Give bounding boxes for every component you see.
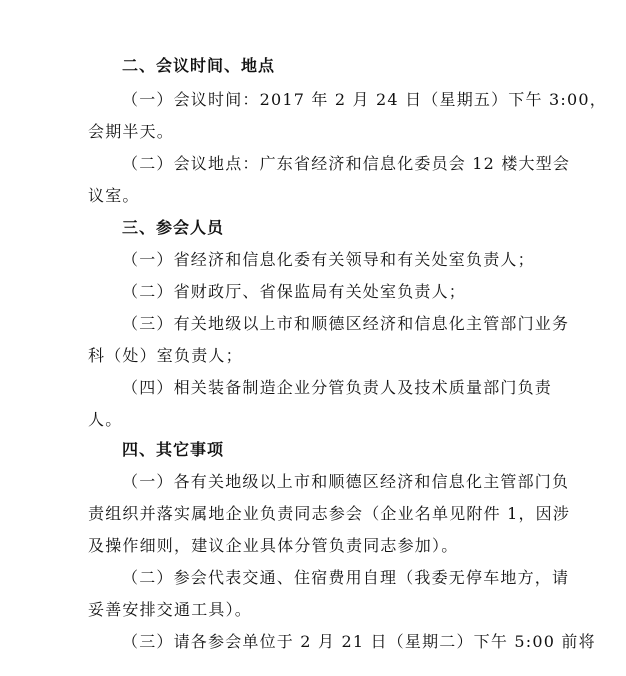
- paragraph-other-item3-line1: （三）请各参会单位于 2 月 21 日（星期二）下午 5:00 前将: [122, 632, 596, 651]
- paragraph-other-item2-line1: （二）参会代表交通、住宿费用自理（我委无停车地方，请: [122, 568, 570, 587]
- section-heading-other-matters: 四、其它事项: [122, 440, 225, 459]
- section-heading-time-place: 二、会议时间、地点: [122, 56, 276, 75]
- paragraph-other-item1-line2: 责组织并落实属地企业负责同志参会（企业名单见附件 1，因涉: [88, 504, 571, 523]
- section-heading-attendees: 三、参会人员: [122, 218, 225, 237]
- paragraph-other-item1-line1: （一）各有关地级以上市和顺德区经济和信息化主管部门负: [122, 472, 570, 491]
- paragraph-other-item1-line3: 及操作细则，建议企业具体分管负责同志参加）。: [88, 536, 459, 555]
- paragraph-other-item2-line2: 妥善安排交通工具）。: [88, 600, 253, 619]
- paragraph-attendees-item3-line2: 科（处）室负责人；: [88, 346, 243, 365]
- paragraph-meeting-place-line1: （二）会议地点：广东省经济和信息化委员会 12 楼大型会: [122, 154, 571, 173]
- paragraph-attendees-item4-line2: 人。: [88, 410, 123, 429]
- paragraph-meeting-time-line1: （一）会议时间：2017 年 2 月 24 日（星期五）下午 3:00，: [122, 90, 607, 109]
- paragraph-meeting-time-line2: 会期半天。: [88, 122, 175, 141]
- paragraph-attendees-item4-line1: （四）相关装备制造企业分管负责人及技术质量部门负责: [122, 378, 553, 397]
- paragraph-attendees-item1: （一）省经济和信息化委有关领导和有关处室负责人；: [122, 250, 535, 269]
- paragraph-attendees-item3-line1: （三）有关地级以上市和顺德区经济和信息化主管部门业务: [122, 314, 570, 333]
- paragraph-meeting-place-line2: 议室。: [88, 186, 140, 205]
- paragraph-attendees-item2: （二）省财政厅、省保监局有关处室负责人；: [122, 282, 467, 301]
